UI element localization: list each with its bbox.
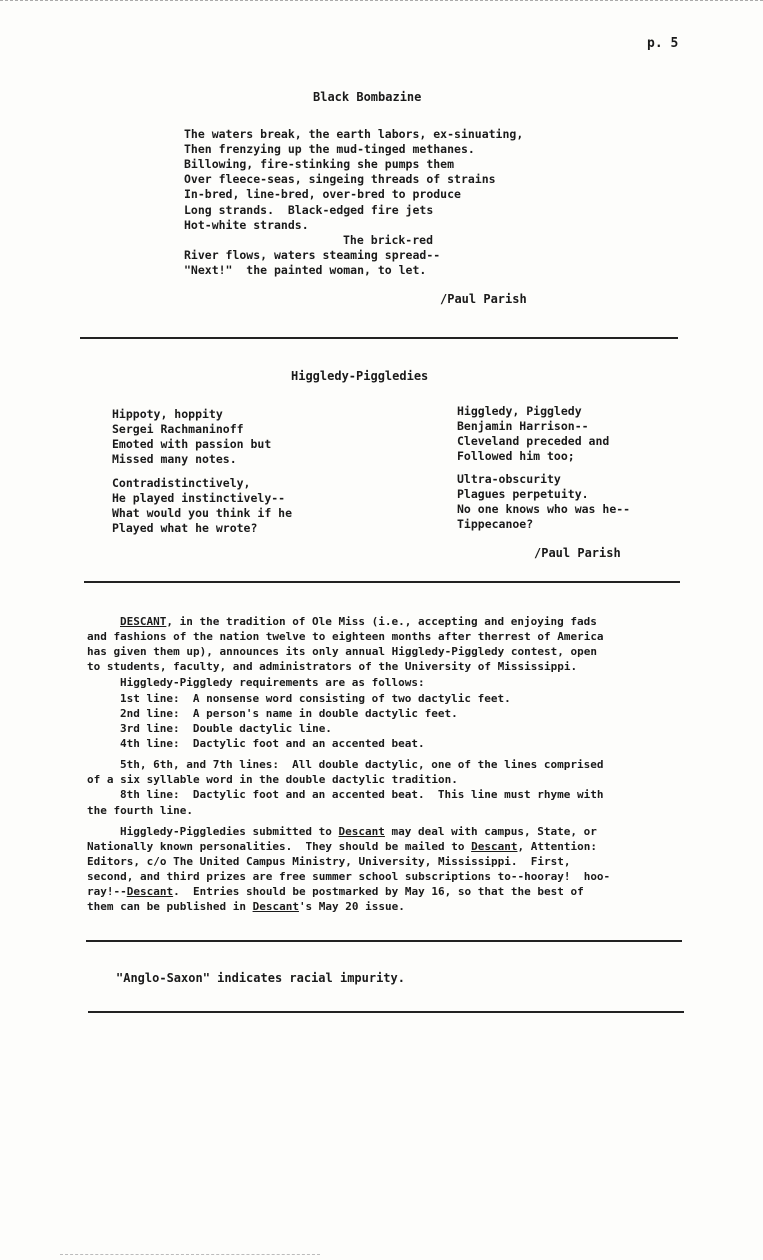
poem-line: Benjamin Harrison--	[457, 419, 589, 433]
poem-line-indented: The brick-red	[343, 233, 434, 247]
poem-line: Emoted with passion but	[112, 437, 272, 451]
poem-line: Tippecanoe?	[457, 517, 534, 531]
poem-line: Played what he wrote?	[112, 521, 258, 535]
poem-line: Hot-white strands.	[184, 218, 309, 232]
requirement-567-cont: of a six syllable word in the double dactylic tradition.	[87, 773, 458, 786]
announcement-line: and fashions of the nation twelve to eighteen months after therrest of America	[87, 630, 604, 643]
poem-line: Cleveland preceded and	[457, 434, 610, 448]
poem-line: "Next!" the painted woman, to let.	[184, 263, 427, 277]
requirement-8: 8th line: Dactylic foot and an accented beat. This line must rhyme with	[120, 788, 604, 801]
submission-line: Higgledy-Piggledies submitted to Descant may deal with campus, State, or	[120, 825, 597, 838]
poem-line: Billowing, fire-stinking she pumps them	[184, 157, 455, 171]
submission-line: Nationally known personalities. They should be mailed to Descant, Attention:	[87, 840, 597, 853]
poem-title-black-bombazine: Black Bombazine	[313, 90, 422, 104]
divider-rule	[88, 1011, 684, 1013]
announcement-line: DESCANT, in the tradition of Ole Miss (i.e., accepting and enjoying fads	[120, 615, 597, 628]
requirement-line: 3rd line: Double dactylic line.	[120, 722, 332, 735]
requirement-8-cont: the fourth line.	[87, 804, 193, 817]
requirement-line: 1st line: A nonsense word consisting of two dactylic feet.	[120, 692, 511, 705]
announcement-line: to students, faculty, and administrators of the University of Mississippi.	[87, 660, 578, 673]
poem-line: Ultra-obscurity	[457, 472, 561, 486]
poem-line: Over fleece-seas, singeing threads of strains	[184, 172, 496, 186]
signature-paul-parish: /Paul Parish	[534, 546, 621, 560]
signature-paul-parish: /Paul Parish	[440, 292, 527, 306]
requirement-line: 2nd line: A person's name in double dactylic feet.	[120, 707, 458, 720]
poem-line: Plagues perpetuity.	[457, 487, 589, 501]
page-number: p. 5	[647, 36, 679, 51]
footer-quote: "Anglo-Saxon" indicates racial impurity.	[116, 971, 405, 985]
requirements-intro: Higgledy-Piggledy requirements are as follows:	[120, 676, 425, 689]
poem-line: He played instinctively--	[112, 491, 286, 505]
submission-line: ray!--Descant. Entries should be postmarked by May 16, so that the best of	[87, 885, 584, 898]
poem-title-higgledy-piggledies: Higgledy-Piggledies	[291, 369, 429, 383]
requirement-line: 4th line: Dactylic foot and an accented beat.	[120, 737, 425, 750]
poem-line: No one knows who was he--	[457, 502, 631, 516]
poem-line: Hippoty, hoppity	[112, 407, 223, 421]
submission-line: them can be published in Descant's May 20 issue.	[87, 900, 405, 913]
requirement-567: 5th, 6th, and 7th lines: All double dactylic, one of the lines comprised	[120, 758, 604, 771]
poem-line: Then frenzying up the mud-tinged methanes.	[184, 142, 475, 156]
poem-line: In-bred, line-bred, over-bred to produce	[184, 187, 461, 201]
poem-line: River flows, waters steaming spread--	[184, 248, 441, 262]
poem-line: Higgledy, Piggledy	[457, 404, 582, 418]
poem-line: Sergei Rachmaninoff	[112, 422, 244, 436]
descant-name: DESCANT	[120, 615, 167, 628]
poem-line: The waters break, the earth labors, ex-sinuating,	[184, 127, 524, 141]
poem-line: What would you think if he	[112, 506, 293, 520]
submission-line: second, and third prizes are free summer school subscriptions to--hooray! hoo-	[87, 870, 611, 883]
poem-line: Missed many notes.	[112, 452, 237, 466]
poem-line: Contradistinctively,	[112, 476, 251, 490]
announcement-line: has given them up), announces its only annual Higgledy-Piggledy contest, open	[87, 645, 597, 658]
poem-line: Long strands. Black-edged fire jets	[184, 203, 434, 217]
bottom-dashed-border	[60, 1254, 320, 1255]
submission-line: Editors, c/o The United Campus Ministry, University, Mississippi. First,	[87, 855, 571, 868]
divider-rule	[86, 940, 682, 942]
divider-rule	[80, 337, 678, 339]
divider-rule	[84, 581, 680, 583]
top-dashed-border	[0, 0, 763, 1]
poem-line: Followed him too;	[457, 449, 575, 463]
